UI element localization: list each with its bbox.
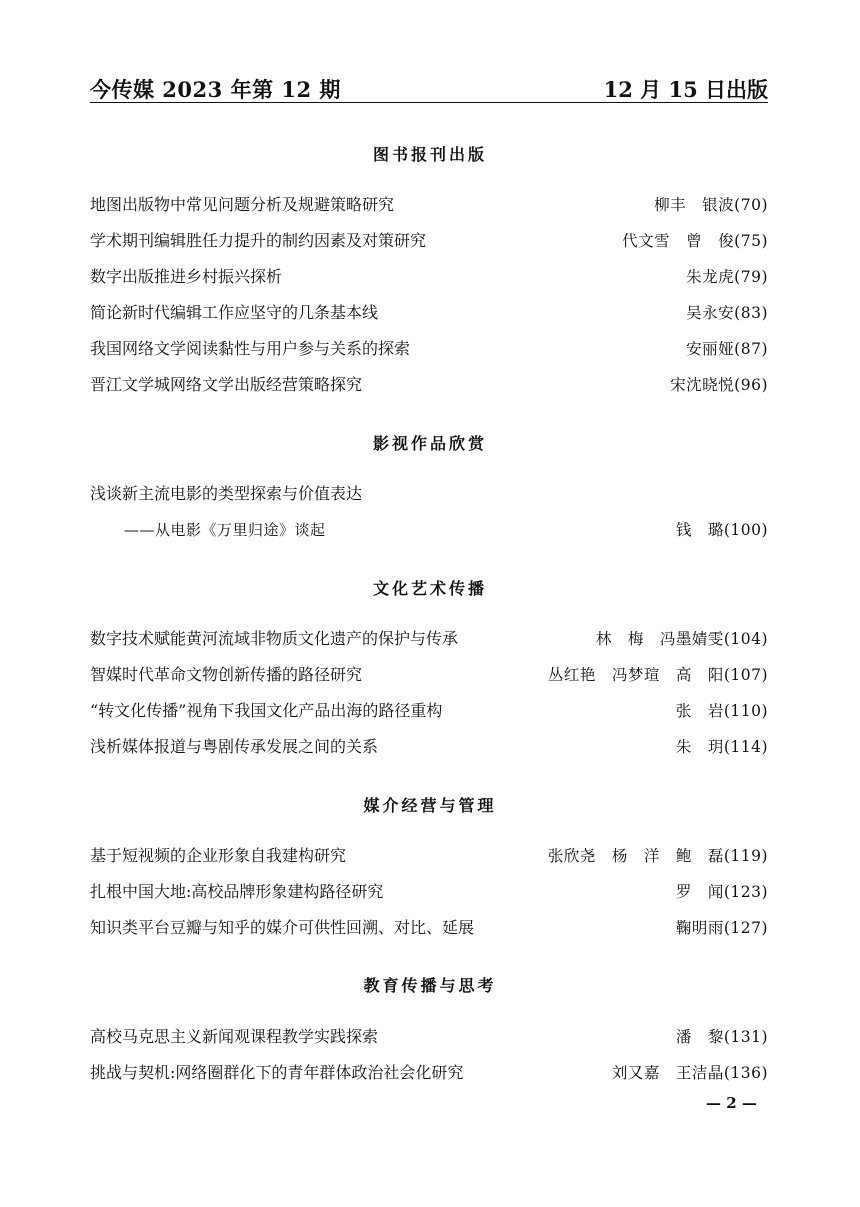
toc-entry[interactable] [90, 264, 768, 290]
entry-title: 晋江文学城网络文学出版经营策略探究 [90, 375, 363, 394]
toc-entry[interactable] [90, 915, 768, 941]
entry-title: 简论新时代编辑工作应坚守的几条基本线 [90, 303, 379, 322]
entry-title: 扎根中国大地:高校品牌形象建构路径研究 [90, 882, 384, 901]
entry-title: 学术期刊编辑胜任力提升的制约因素及对策研究 [90, 231, 427, 250]
toc-entry[interactable] [90, 698, 768, 724]
section-title: 教育传播与思考 [363, 976, 497, 995]
entry-author-page: 吴永安(83) [686, 304, 768, 322]
entry-title: 知识类平台豆瓣与知乎的媒介可供性回溯、对比、延展 [90, 918, 475, 937]
entry-title: 浅析媒体报道与粤剧传承发展之间的关系 [90, 737, 379, 756]
entry-title: “转文化传播”视角下我国文化产品出海的路径重构 [90, 701, 443, 720]
journal-issue: 今传媒 2023 年第 12 期 [90, 77, 341, 102]
toc-entry[interactable] [90, 734, 768, 760]
entry-author-page: 罗 闻(123) [675, 883, 768, 901]
entry-author-page: 朱 玥(114) [675, 738, 768, 756]
toc-entry[interactable] [90, 192, 768, 218]
entry-author-page: 张 岩(110) [675, 702, 768, 720]
toc-entry-subtitle[interactable] [90, 517, 768, 543]
entry-title: 数字技术赋能黄河流域非物质文化遗产的保护与传承 [90, 629, 459, 648]
page-number: — 2 — [706, 1094, 757, 1112]
toc-entry[interactable] [90, 336, 768, 362]
entry-title: 数字出版推进乡村振兴探析 [90, 267, 283, 286]
entry-author-page: 朱龙虎(79) [686, 268, 768, 286]
entry-author-page: 鞠明雨(127) [675, 919, 768, 937]
entry-title: 智媒时代革命文物创新传播的路径研究 [90, 665, 363, 684]
toc-entry[interactable] [90, 879, 768, 905]
toc-entry[interactable] [90, 228, 768, 254]
toc-entry[interactable] [90, 481, 768, 507]
page-header [90, 72, 768, 103]
entry-title: 基于短视频的企业形象自我建构研究 [90, 846, 347, 865]
entry-author-page: 安丽娅(87) [686, 340, 768, 358]
toc-entry[interactable] [90, 300, 768, 326]
toc-entry[interactable] [90, 843, 768, 869]
publication-date: 12 月 15 日出版 [603, 77, 768, 102]
section-title: 媒介经营与管理 [363, 796, 497, 815]
entry-author-page: 丛红艳 冯梦瑄 高 阳(107) [547, 666, 768, 684]
entry-author-page: 潘 黎(131) [675, 1028, 768, 1046]
toc-entry[interactable] [90, 1024, 768, 1050]
toc-entry[interactable] [90, 372, 768, 398]
toc-entry[interactable] [90, 662, 768, 688]
entry-subtitle: ——从电影《万里归途》谈起 [124, 521, 326, 539]
entry-title: 浅谈新主流电影的类型探索与价值表达 [90, 484, 363, 503]
entry-title: 挑战与契机:网络圈群化下的青年群体政治社会化研究 [90, 1063, 464, 1082]
toc-entry[interactable] [90, 1060, 768, 1086]
entry-title: 高校马克思主义新闻观课程教学实践探索 [90, 1027, 379, 1046]
entry-author-page: 张欣尧 杨 洋 鲍 磊(119) [547, 847, 768, 865]
section-title: 文化艺术传播 [372, 579, 487, 598]
entry-title: 地图出版物中常见问题分析及规避策略研究 [90, 195, 395, 214]
entry-author-page: 钱 璐(100) [675, 521, 768, 539]
entry-author-page: 宋沈晓悦(96) [670, 376, 768, 394]
entry-author-page: 柳丰 银波(70) [654, 196, 768, 214]
entry-author-page: 林 梅 冯墨婧雯(104) [595, 630, 768, 648]
entry-author-page: 代文雪 曾 俊(75) [622, 232, 768, 250]
entry-title: 我国网络文学阅读黏性与用户参与关系的探索 [90, 339, 411, 358]
toc-entry[interactable] [90, 626, 768, 652]
section-title: 图书报刊出版 [372, 145, 487, 164]
section-title: 影视作品欣赏 [372, 434, 487, 453]
entry-author-page: 刘又嘉 王洁晶(136) [611, 1064, 768, 1082]
